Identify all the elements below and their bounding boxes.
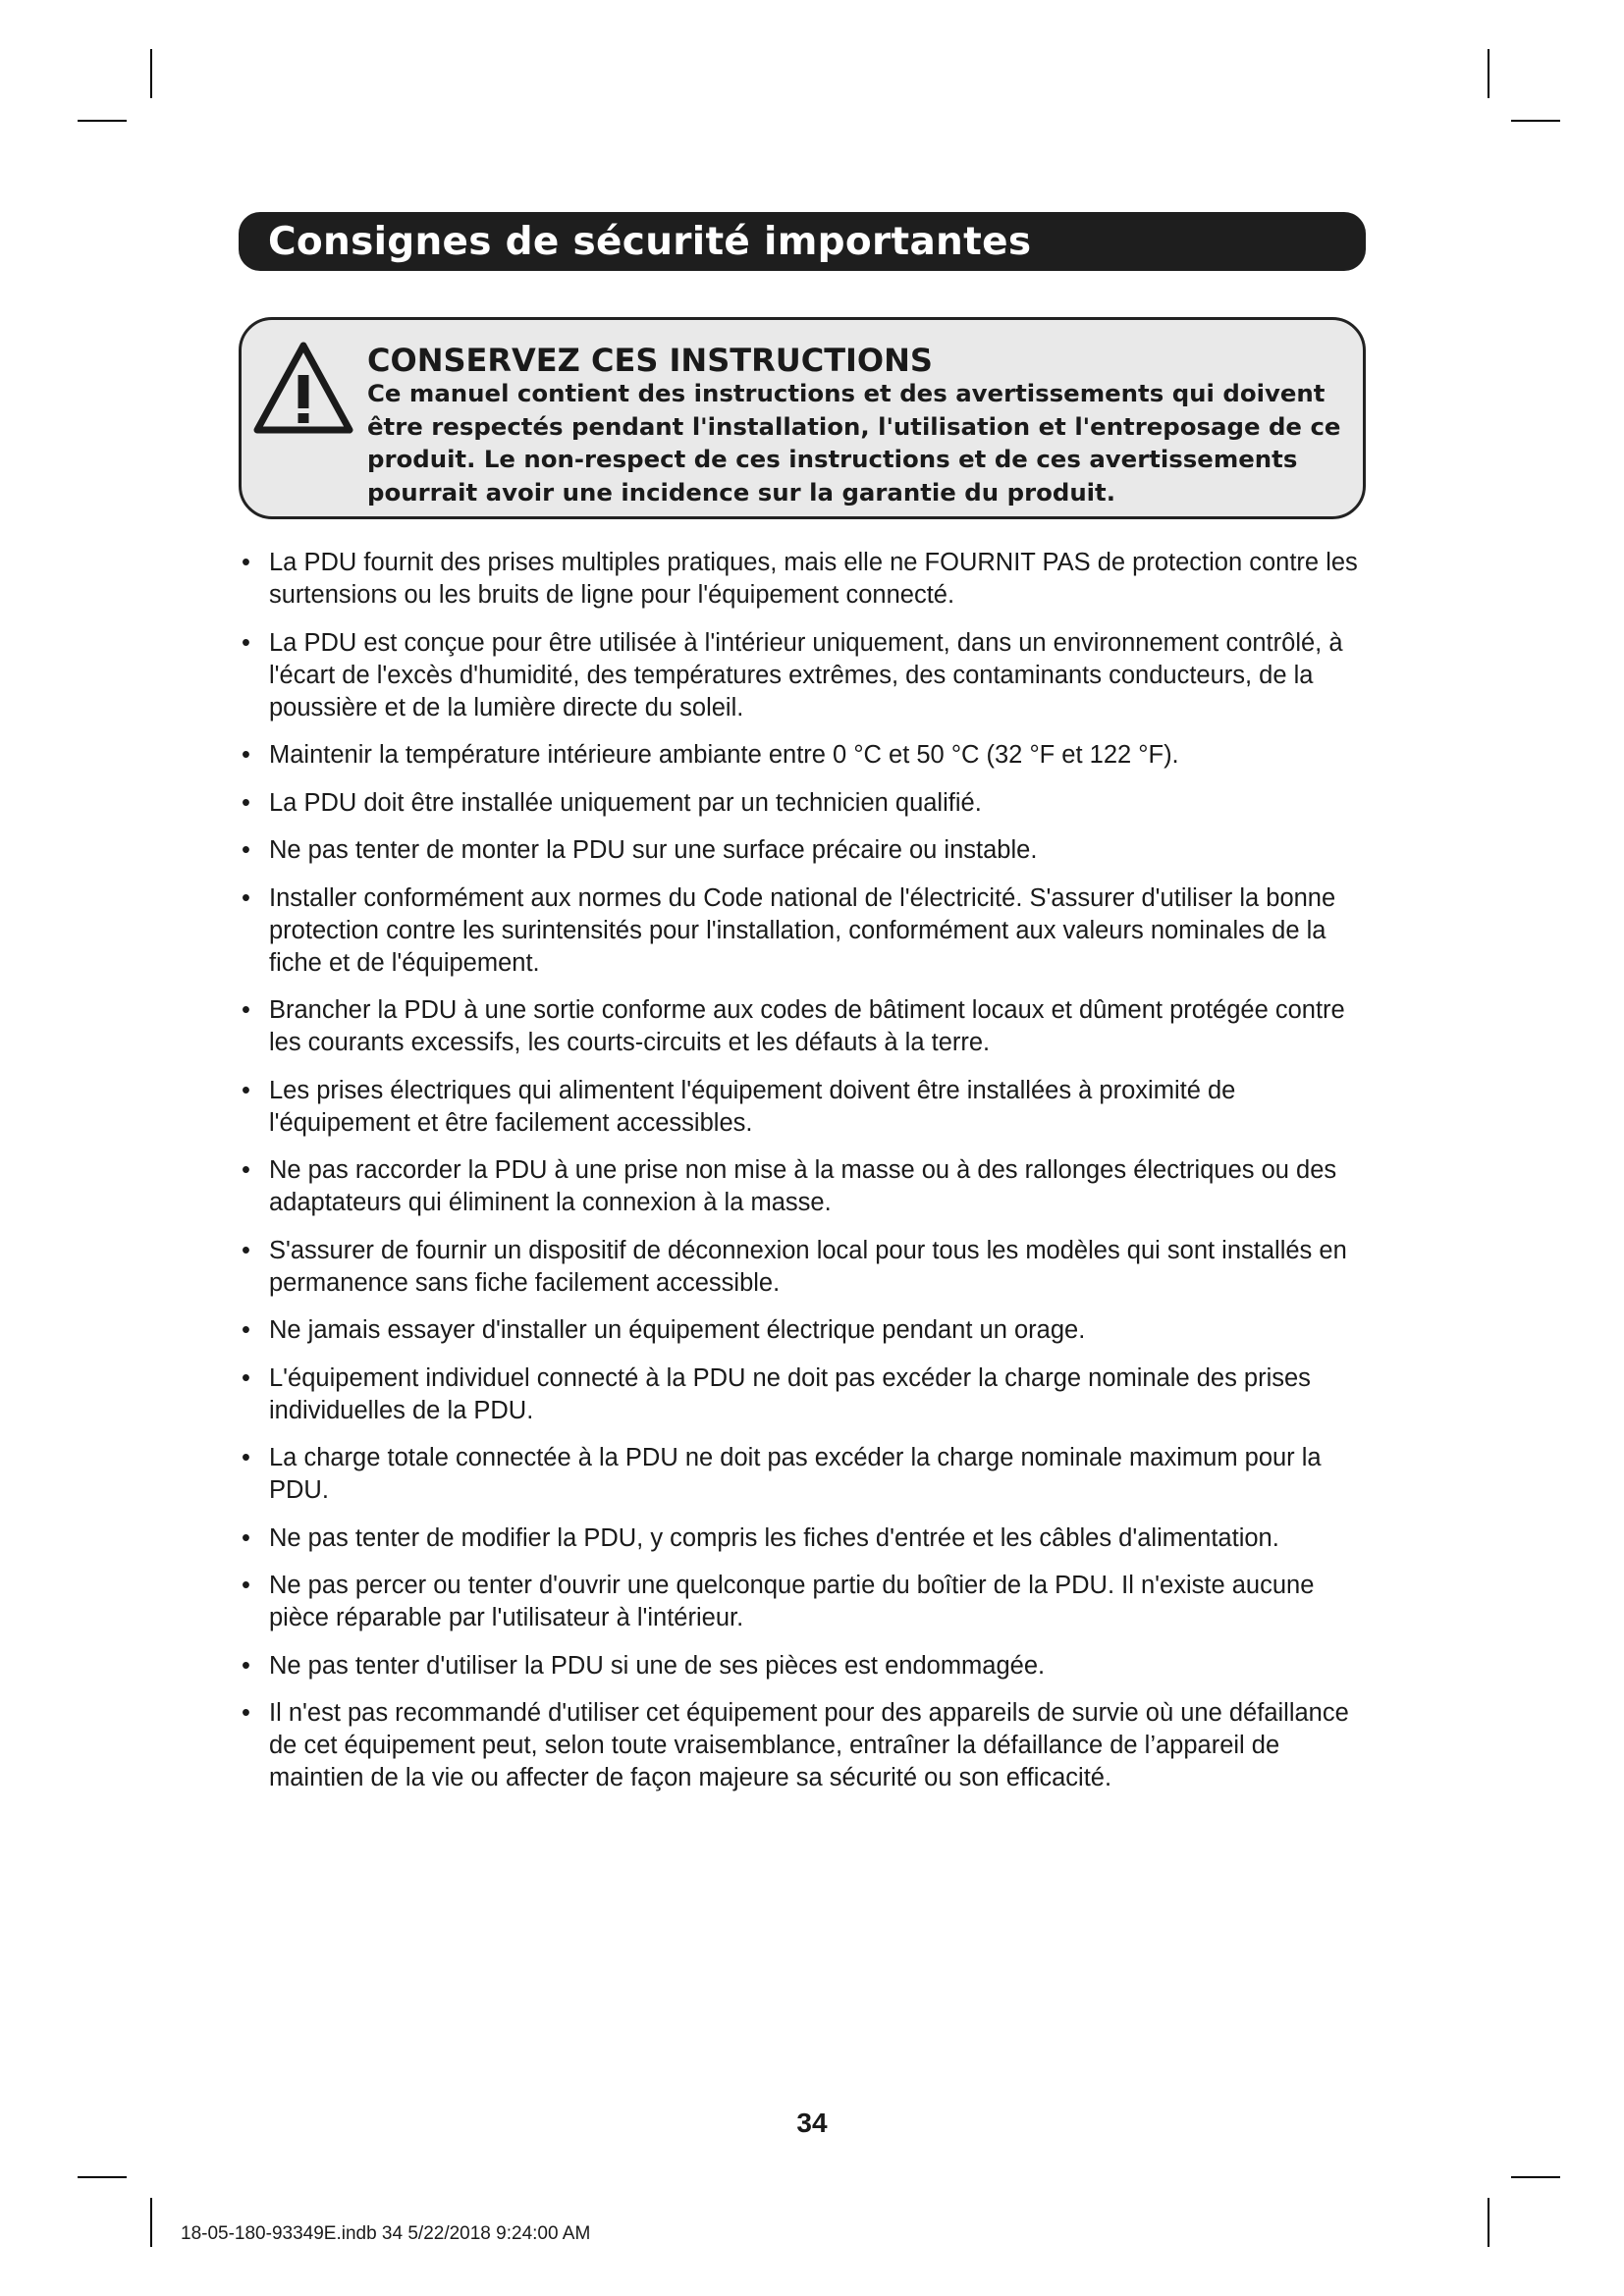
list-item: • Ne pas percer ou tenter d'ouvrir une quelconque partie du boîtier de la PDU. Il n'existe aucune pièce réparable par l'utilisateur à l'intérieur. [242,1572,1315,1631]
footer-file-info: 18-05-180-93349E.indb 34 5/22/2018 9:24:00 AM [181,2223,591,2244]
bullet: • [242,1316,250,1344]
bullet: • [242,1523,250,1552]
bullet: • [242,1444,250,1471]
list-item: • Les prises électriques qui alimentent l'équipement doivent être installées à proximité de l'équipement et être facilement accessibles. [242,1076,1236,1137]
bullet: • [242,883,250,912]
bullet: • [242,1236,250,1264]
crop-mark-top-left-vertical [150,49,152,98]
bullet: • [242,1076,250,1104]
list-item: • Ne pas tenter d'utiliser la PDU si une de ses pièces est endommagée. [239,1650,1370,1682]
bullet: • [242,1156,250,1184]
section-header-bar [239,212,1366,271]
crop-mark-bottom-left-horizontal [78,2176,127,2178]
bullet: • [242,836,250,864]
crop-mark-top-right-horizontal [1511,120,1560,122]
crop-mark-bottom-right-vertical [1488,2198,1489,2247]
list-item: • Brancher la PDU à une sortie conforme aux codes de bâtiment locaux et dûment protégée contre les courants excessifs, les courts-circuits et les défauts à la terre. [242,996,1345,1056]
bullet: • [242,788,250,817]
bullet: • [242,1363,250,1392]
crop-mark-bottom-left-vertical [150,2198,152,2247]
bullet: • [242,741,250,769]
list-item: • La charge totale connectée à la PDU ne doit pas excéder la charge nominale maximum pour la PDU. [242,1444,1322,1504]
list-item: • Il n'est pas recommandé d'utiliser cet équipement pour des appareils de survie où une défaillance de cet équipement peut, selon toute vraisemblance, entraîner la défaillance de l’appareil de maintien de la vie ou affecter de façon majeure sa sécurité ou son efficacité. [242,1699,1349,1791]
list-item: • Ne pas tenter de modifier la PDU, y compris les fiches d'entrée et les câbles d'alimentation. [239,1522,1370,1555]
bullet: • [242,1651,250,1680]
warning-box [239,317,1366,519]
page-number: 34 [796,2108,828,2138]
list-item: • Ne jamais essayer d'installer un équipement électrique pendant un orage. [239,1314,1370,1347]
list-item: • Installer conformément aux normes du Code national de l'électricité. S'assurer d'utiliser la bonne protection contre les surintensités pour l'installation, conformément aux valeurs nominales de la fiche et de l'équipement. [242,883,1336,977]
warning-title: CONSERVEZ CES INSTRUCTIONS [367,342,933,379]
bullet: • [242,996,250,1024]
warning-text: Ce manuel contient des instructions et des avertissements qui doivent être respectés pendant l'installation, l'utilisation et l'entreposage de ce produit. Le non-respect de ces instructions et de ces avertissements pourrait avoir une incidence sur la garantie du produit. [367,379,1341,507]
list-item: • S'assurer de fournir un dispositif de déconnexion local pour tous les modèles qui sont installés en permanence sans fiche facilement accessible. [242,1236,1347,1297]
list-item: • La PDU est conçue pour être utilisée à l'intérieur uniquement, dans un environnement contrôlé, à l'écart de l'excès d'humidité, des températures extrêmes, des contaminants conducteurs, de la poussière et de la lumière directe du soleil. [242,628,1343,721]
list-item: • Ne pas raccorder la PDU à une prise non mise à la masse ou à des rallonges électriques ou des adaptateurs qui éliminent la connexion à la masse. [242,1156,1337,1216]
bullet: • [242,628,250,657]
bullet: • [242,1699,250,1727]
crop-mark-top-right-vertical [1488,49,1489,98]
warning-triangle-icon [251,340,355,438]
list-item: • Ne pas tenter de monter la PDU sur une surface précaire ou instable. [239,834,1370,867]
list-item: • L'équipement individuel connecté à la PDU ne doit pas excéder la charge nominale des prises individuelles de la PDU. [242,1363,1311,1424]
page-title: Consignes de sécurité importantes [268,219,1032,264]
crop-mark-bottom-right-horizontal [1511,2176,1560,2178]
list-item: • La PDU fournit des prises multiples pratiques, mais elle ne FOURNIT PAS de protection contre les surtensions ou les bruits de ligne pour l'équipement connecté. [242,549,1358,609]
crop-mark-top-left-horizontal [78,120,127,122]
list-item: • La PDU doit être installée uniquement par un technicien qualifié. [239,787,1370,820]
instruction-list [239,547,1370,1810]
bullet: • [242,549,250,576]
list-item: • Maintenir la température intérieure ambiante entre 0 °C et 50 °C (32 °F et 122 °F). [239,739,1370,772]
bullet: • [242,1572,250,1599]
